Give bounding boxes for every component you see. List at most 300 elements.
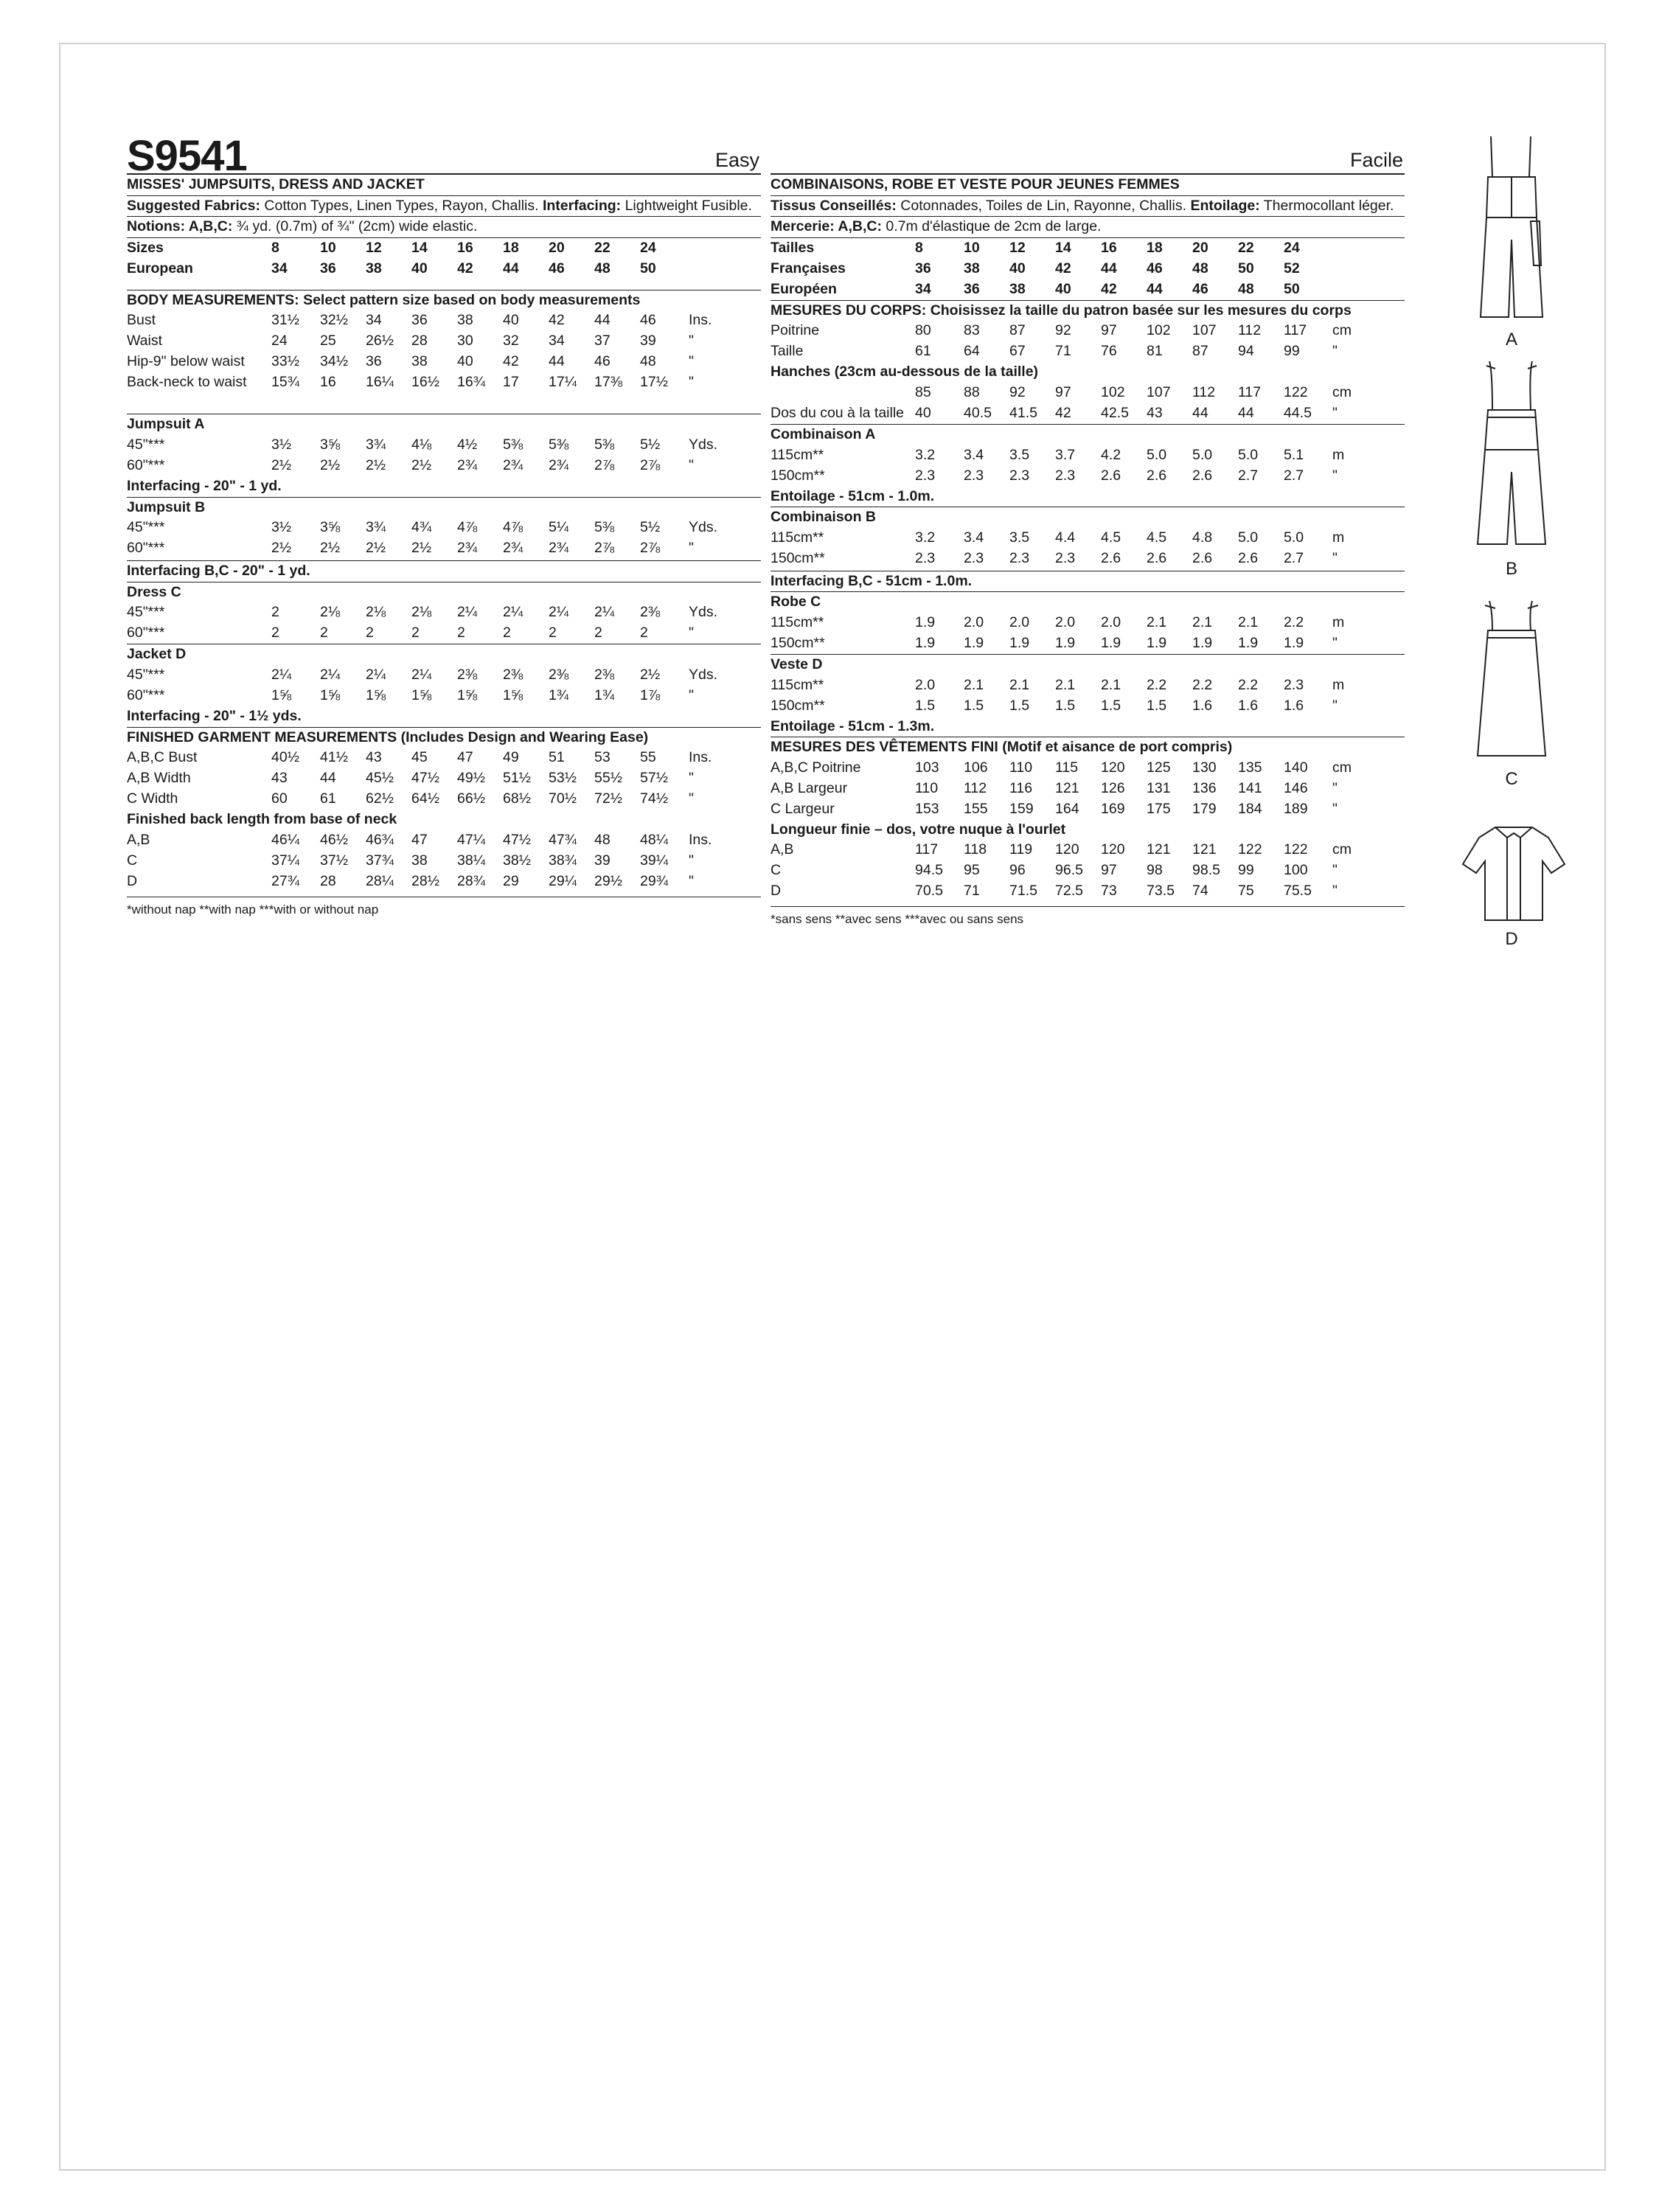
- size-cell: 1.9: [1009, 634, 1030, 651]
- size-cell: 22: [1238, 239, 1254, 256]
- difficulty-level: Easy: [714, 149, 759, 171]
- size-cell: 2: [320, 625, 328, 641]
- row-label: Back-neck to waist: [127, 374, 247, 391]
- size-cell: 34: [271, 260, 288, 276]
- size-cell: 110: [915, 779, 939, 796]
- size-cell: 2¼: [503, 604, 524, 621]
- size-cell: 46: [640, 312, 656, 329]
- size-cell: 85: [915, 383, 931, 400]
- size-cell: 49½: [457, 770, 485, 787]
- robe-c-table: [771, 613, 1405, 654]
- size-cell: 2.0: [1101, 613, 1121, 630]
- size-cell: 2: [271, 625, 279, 641]
- table-row: [127, 538, 761, 559]
- size-cell: 34: [915, 280, 931, 297]
- row-label: Sizes: [127, 239, 164, 256]
- size-cell: 120: [1101, 759, 1125, 776]
- size-cell: 87: [1009, 322, 1026, 339]
- size-cell: 3.2: [915, 446, 936, 463]
- size-cell: 45½: [366, 770, 394, 787]
- size-cell: 99: [1284, 343, 1300, 360]
- size-cell: 122: [1284, 383, 1308, 400]
- row-label: Européen: [771, 280, 837, 297]
- size-cell: 1⅝: [503, 686, 524, 703]
- size-cell: 2: [549, 625, 557, 641]
- size-cell: 44.5: [1284, 404, 1312, 421]
- size-cell: 2.0: [1009, 613, 1030, 630]
- view-c-label: C: [1505, 769, 1518, 789]
- size-cell: 1.5: [915, 697, 936, 714]
- size-cell: 2⅜: [640, 604, 661, 621]
- size-cell: 2.6: [1147, 467, 1167, 484]
- size-cell: 5⅜: [594, 436, 615, 453]
- size-cell: 2: [503, 625, 511, 641]
- size-cell: 17½: [640, 374, 668, 391]
- table-row: [771, 860, 1405, 881]
- size-cell: 57½: [640, 770, 668, 787]
- size-cell: 38: [964, 260, 980, 276]
- robe-c-heading: Robe C: [771, 594, 821, 611]
- size-cell: 44: [1238, 404, 1254, 421]
- table-row: [127, 602, 761, 623]
- size-cell: 29: [503, 872, 519, 889]
- veste-d-interfacing: Entoilage - 51cm - 1.3m.: [771, 717, 935, 734]
- jumpsuit-a-sketch: [1475, 136, 1548, 321]
- size-cell: 75.5: [1284, 883, 1312, 900]
- size-cell: 1.6: [1284, 697, 1304, 714]
- size-cell: 2¼: [411, 666, 432, 683]
- size-cell: 2.7: [1238, 467, 1259, 484]
- size-cell: 103: [915, 759, 939, 776]
- row-label: 60"***: [127, 686, 165, 703]
- table-row: [771, 549, 1405, 569]
- size-cell: 1⅝: [366, 686, 386, 703]
- size-cell: 119: [1009, 841, 1033, 858]
- size-cell: 3⅝: [320, 519, 341, 536]
- size-cell: 47¾: [549, 831, 577, 848]
- size-cell: 2.3: [1009, 467, 1030, 484]
- size-cell: 28¼: [366, 872, 394, 889]
- table-row: [771, 799, 1405, 820]
- size-cell: 1.9: [1238, 634, 1259, 651]
- size-cell: 40: [915, 404, 931, 421]
- notions-line-fr: Mercerie: A,B,C: 0.7m d'élastique de 2cm de large.: [771, 218, 1102, 235]
- unit-cell: Ins.: [689, 831, 712, 848]
- size-cell: 2.0: [1055, 613, 1076, 630]
- size-cell: 1.9: [1101, 634, 1121, 651]
- size-cell: 120: [1055, 841, 1079, 858]
- size-cell: 2½: [271, 456, 292, 473]
- size-cell: 29¾: [640, 872, 668, 889]
- view-b-label: B: [1505, 559, 1517, 579]
- size-cell: 1.5: [1055, 697, 1076, 714]
- size-cell: 2.1: [1147, 613, 1167, 630]
- pattern-number: S9541: [127, 132, 247, 180]
- size-cell: 4.2: [1101, 446, 1121, 463]
- unit-cell: cm: [1332, 383, 1352, 400]
- size-cell: 39: [640, 333, 656, 349]
- size-cell: 42: [1055, 404, 1071, 421]
- size-cell: 1.9: [1147, 634, 1167, 651]
- table-row: [127, 518, 761, 538]
- size-cell: 40: [1055, 280, 1071, 297]
- table-row: [127, 851, 761, 872]
- size-cell: 100: [1284, 862, 1308, 879]
- size-cell: 28: [411, 333, 428, 349]
- row-label: Poitrine: [771, 322, 820, 339]
- row-label: Taille: [771, 343, 804, 360]
- unit-cell: ": [1332, 697, 1338, 714]
- size-cell: 2⅜: [594, 666, 615, 683]
- size-cell: 38½: [503, 852, 531, 869]
- size-cell: 43: [271, 770, 288, 787]
- size-cell: 121: [1192, 841, 1217, 858]
- size-cell: 1.9: [1284, 634, 1304, 651]
- interfacing-bc: Interfacing B,C - 20" - 1 yd.: [127, 563, 310, 580]
- size-cell: 5.0: [1238, 446, 1259, 463]
- size-cell: 88: [964, 383, 980, 400]
- size-cell: 2.6: [1101, 467, 1121, 484]
- size-cell: 1.9: [1192, 634, 1213, 651]
- footnote-fr: *sans sens **avec sens ***avec ou sans sens: [771, 912, 1024, 927]
- size-cell: 40: [411, 260, 428, 276]
- size-cell: 2.6: [1147, 549, 1167, 566]
- size-cell: 3¾: [366, 436, 386, 453]
- size-cell: 37¾: [366, 852, 394, 869]
- size-cell: 50: [1238, 260, 1254, 276]
- size-cell: 1.9: [915, 613, 936, 630]
- size-cell: 3.7: [1055, 446, 1076, 463]
- size-cell: 1.9: [915, 634, 936, 651]
- size-cell: 2½: [320, 540, 341, 557]
- size-cell: 97: [1101, 322, 1117, 339]
- size-cell: 2.0: [915, 676, 936, 693]
- size-cell: 70½: [549, 790, 577, 807]
- size-cell: 155: [964, 800, 988, 817]
- comb-b-table: [771, 528, 1405, 569]
- size-cell: 44: [594, 312, 611, 329]
- size-cell: 38: [457, 312, 473, 329]
- table-row: [771, 613, 1405, 633]
- notions-line: Notions: A,B,C: ¾ yd. (0.7m) of ¾" (2cm) wide elastic.: [127, 218, 478, 235]
- size-cell: 3½: [271, 436, 292, 453]
- size-cell: 2⅜: [457, 666, 478, 683]
- table-row: [771, 881, 1405, 902]
- table-row: [127, 238, 761, 259]
- size-cell: 46: [549, 260, 565, 276]
- size-cell: 30: [457, 333, 473, 349]
- comb-a-heading: Combinaison A: [771, 425, 876, 442]
- size-cell: 62½: [366, 790, 394, 807]
- size-cell: 70.5: [915, 883, 943, 900]
- size-cell: 47½: [503, 831, 531, 848]
- size-cell: 92: [1055, 322, 1071, 339]
- size-cell: 2.3: [1055, 549, 1076, 566]
- row-label: Hip-9" below waist: [127, 353, 245, 370]
- back-length-table-fr: [771, 840, 1405, 902]
- size-cell: 2⅜: [549, 666, 569, 683]
- size-cell: 4.8: [1192, 529, 1213, 546]
- size-cell: 2⅞: [640, 456, 661, 473]
- size-cell: 2½: [366, 456, 386, 473]
- size-cell: 76: [1101, 343, 1117, 360]
- row-label: Bust: [127, 312, 156, 329]
- unit-cell: ": [689, 770, 694, 787]
- size-cell: 2.2: [1284, 613, 1304, 630]
- size-cell: 2½: [320, 456, 341, 473]
- size-cell: 32½: [320, 312, 348, 329]
- jumpsuit-a-table: [127, 435, 761, 476]
- size-cell: 120: [1101, 841, 1125, 858]
- table-row: [771, 383, 1405, 403]
- unit-cell: Yds.: [689, 436, 718, 453]
- size-cell: 2.2: [1147, 676, 1167, 693]
- jumpsuit-b-table: [127, 518, 761, 559]
- size-cell: 37½: [320, 852, 348, 869]
- size-cell: 2¼: [320, 666, 341, 683]
- size-cell: 2½: [366, 540, 386, 557]
- hip-row-fr: [771, 383, 1405, 403]
- size-cell: 146: [1284, 779, 1308, 796]
- size-cell: 2¼: [549, 604, 569, 621]
- size-cell: 44: [1101, 260, 1117, 276]
- size-cell: 16: [1101, 239, 1117, 256]
- finished-measurements-heading-fr: MESURES DES VÊTEMENTS FINI (Motif et aisance de port compris): [771, 739, 1233, 756]
- size-cell: 38: [411, 353, 428, 370]
- difficulty-level-fr: Facile: [1349, 149, 1403, 171]
- french-column: [771, 133, 1405, 929]
- view-b-drawing: [1445, 361, 1578, 582]
- row-label: 60"***: [127, 625, 165, 641]
- size-cell: 2¾: [549, 540, 569, 557]
- size-cell: 2.6: [1238, 549, 1259, 566]
- size-cell: 22: [594, 239, 611, 256]
- size-cell: 140: [1284, 759, 1308, 776]
- size-cell: 31½: [271, 312, 299, 329]
- size-cell: 8: [271, 239, 279, 256]
- size-cell: 2¼: [457, 604, 478, 621]
- size-cell: 169: [1101, 800, 1125, 817]
- table-row: [771, 445, 1405, 466]
- table-row: [771, 633, 1405, 654]
- table-row: [771, 696, 1405, 717]
- size-cell: 4⅞: [503, 519, 524, 536]
- size-cell: 46: [1192, 280, 1208, 297]
- size-cell: 34: [549, 333, 565, 349]
- size-cell: 27¾: [271, 872, 299, 889]
- veste-d-heading: Veste D: [771, 655, 823, 672]
- unit-cell: ": [1332, 343, 1338, 360]
- size-cell: 36: [915, 260, 931, 276]
- size-cell: 42.5: [1101, 404, 1129, 421]
- table-row: [771, 758, 1405, 779]
- row-label: 150cm**: [771, 634, 825, 651]
- row-label: Waist: [127, 333, 163, 349]
- size-cell: 15¾: [271, 374, 299, 391]
- table-row: [127, 789, 761, 810]
- size-cell: 38¾: [549, 852, 577, 869]
- size-cell: 20: [1192, 239, 1208, 256]
- row-label: C Largeur: [771, 800, 835, 817]
- row-label: A,B Largeur: [771, 779, 848, 796]
- size-cell: 5¼: [549, 519, 569, 536]
- body-measurements-table-fr: [771, 321, 1405, 362]
- size-cell: 18: [1147, 239, 1163, 256]
- size-cell: 2.1: [1055, 676, 1076, 693]
- table-row: [127, 310, 761, 331]
- size-cell: 38¼: [457, 852, 485, 869]
- unit-cell: ": [689, 540, 694, 557]
- size-cell: 5.0: [1192, 446, 1213, 463]
- size-cell: 41½: [320, 749, 348, 766]
- size-cell: 3.4: [964, 529, 984, 546]
- size-cell: 2½: [640, 666, 661, 683]
- size-cell: 16: [320, 374, 336, 391]
- size-cell: 42: [1101, 280, 1117, 297]
- size-cell: 2¾: [503, 456, 524, 473]
- unit-cell: m: [1332, 529, 1345, 546]
- size-cell: 2.6: [1192, 549, 1213, 566]
- size-cell: 96.5: [1055, 862, 1083, 879]
- size-cell: 2¾: [457, 540, 478, 557]
- size-cell: 71.5: [1009, 883, 1037, 900]
- size-cell: 2.3: [915, 549, 936, 566]
- row-label: 60"***: [127, 456, 165, 473]
- table-row: [771, 403, 1405, 424]
- unit-cell: ": [1332, 883, 1338, 900]
- comb-b-heading: Combinaison B: [771, 509, 877, 526]
- size-cell: 2.7: [1284, 467, 1304, 484]
- row-label: Dos du cou à la taille: [771, 404, 905, 421]
- size-cell: 83: [964, 322, 980, 339]
- size-cell: 126: [1101, 779, 1125, 796]
- size-cell: 4⅛: [411, 436, 432, 453]
- size-cell: 3.5: [1009, 446, 1030, 463]
- size-cell: 40.5: [964, 404, 992, 421]
- size-cell: 14: [411, 239, 428, 256]
- back-length-heading-fr: Longueur finie – dos, votre nuque à l'ourlet: [771, 821, 1066, 838]
- size-cell: 117: [1284, 322, 1307, 339]
- size-cell: 125: [1147, 759, 1171, 776]
- size-cell: 131: [1147, 779, 1171, 796]
- size-cell: 42: [549, 312, 565, 329]
- size-cell: 44: [320, 770, 336, 787]
- jacket-d-heading: Jacket D: [127, 646, 187, 663]
- size-cell: 16¾: [457, 374, 485, 391]
- size-cell: 2.3: [964, 467, 984, 484]
- size-cell: 38: [366, 260, 382, 276]
- size-cell: 1.5: [1009, 697, 1030, 714]
- unit-cell: ": [689, 790, 694, 807]
- size-cell: 40½: [271, 749, 299, 766]
- size-cell: 47: [457, 749, 473, 766]
- back-length-table: [127, 830, 761, 892]
- size-cell: 42: [503, 353, 519, 370]
- english-column: [127, 133, 761, 919]
- unit-cell: ": [689, 353, 694, 370]
- size-cell: 106: [964, 759, 988, 776]
- size-cell: 51½: [503, 770, 531, 787]
- size-cell: 64½: [411, 790, 439, 807]
- size-cell: 116: [1009, 779, 1033, 796]
- unit-cell: ": [689, 456, 694, 473]
- size-cell: 55½: [594, 770, 622, 787]
- size-cell: 5⅜: [503, 436, 524, 453]
- size-cell: 17¼: [549, 374, 577, 391]
- row-label: 115cm**: [771, 676, 824, 693]
- size-cell: 26½: [366, 333, 394, 349]
- size-cell: 47: [411, 831, 428, 848]
- size-cell: 37: [594, 333, 611, 349]
- size-cell: 98.5: [1192, 862, 1220, 879]
- table-row: [127, 259, 761, 279]
- jacket-d-table: [127, 665, 761, 706]
- size-cell: 2.3: [964, 549, 984, 566]
- dress-c-sketch: [1475, 601, 1548, 771]
- size-cell: 25: [320, 333, 336, 349]
- size-cell: 5⅜: [594, 519, 615, 536]
- fabrics-line: Suggested Fabrics: Cotton Types, Linen Types, Rayon, Challis. Interfacing: Lightweight Fusible.: [127, 197, 752, 214]
- size-cell: 2.0: [964, 613, 984, 630]
- fabrics-line-fr: Tissus Conseillés: Cotonnades, Toiles de Lin, Rayonne, Challis. Entoilage: Thermocollant léger.: [771, 197, 1394, 214]
- size-cell: 46: [1147, 260, 1163, 276]
- size-cell: 1.5: [1147, 697, 1167, 714]
- size-cell: 1.9: [1055, 634, 1076, 651]
- pattern-title: MISSES' JUMPSUITS, DRESS AND JACKET: [127, 176, 425, 192]
- row-label: A,B Width: [127, 770, 191, 787]
- size-cell: 12: [1009, 239, 1026, 256]
- size-cell: 36: [964, 280, 980, 297]
- size-cell: 117: [915, 841, 939, 858]
- unit-cell: Yds.: [689, 666, 718, 683]
- unit-cell: m: [1332, 676, 1345, 693]
- size-cell: 1.5: [1101, 697, 1121, 714]
- size-cell: 115: [1055, 759, 1079, 776]
- row-label: 45"***: [127, 436, 165, 453]
- table-row: [771, 238, 1405, 259]
- size-cell: 39¼: [640, 852, 668, 869]
- size-cell: 184: [1238, 800, 1262, 817]
- size-cell: 10: [320, 239, 336, 256]
- pattern-title-fr: COMBINAISONS, ROBE ET VESTE POUR JEUNES FEMMES: [771, 176, 1180, 192]
- size-cell: 5.0: [1147, 446, 1167, 463]
- size-cell: 1.9: [964, 634, 984, 651]
- size-cell: 34½: [320, 353, 348, 370]
- size-cell: 75: [1238, 883, 1254, 900]
- unit-cell: Ins.: [689, 749, 712, 766]
- sizes-table: [127, 238, 761, 279]
- size-cell: 24: [1284, 239, 1300, 256]
- size-cell: 97: [1101, 862, 1117, 879]
- size-cell: 12: [366, 239, 382, 256]
- dress-c-table: [127, 602, 761, 644]
- table-row: [127, 665, 761, 686]
- size-cell: 2.7: [1284, 549, 1304, 566]
- size-cell: 107: [1147, 383, 1171, 400]
- size-cell: 2⅞: [594, 540, 615, 557]
- unit-cell: Yds.: [689, 519, 718, 536]
- size-cell: 74: [1192, 883, 1208, 900]
- size-cell: 5½: [640, 436, 661, 453]
- size-cell: 117: [1238, 383, 1262, 400]
- footnote: *without nap **with nap ***with or without nap: [127, 902, 379, 917]
- size-cell: 41.5: [1009, 404, 1037, 421]
- size-cell: 73.5: [1147, 883, 1175, 900]
- size-cell: 72.5: [1055, 883, 1083, 900]
- size-cell: 18: [503, 239, 519, 256]
- size-cell: 5.1: [1284, 446, 1304, 463]
- view-a-drawing: [1445, 136, 1578, 349]
